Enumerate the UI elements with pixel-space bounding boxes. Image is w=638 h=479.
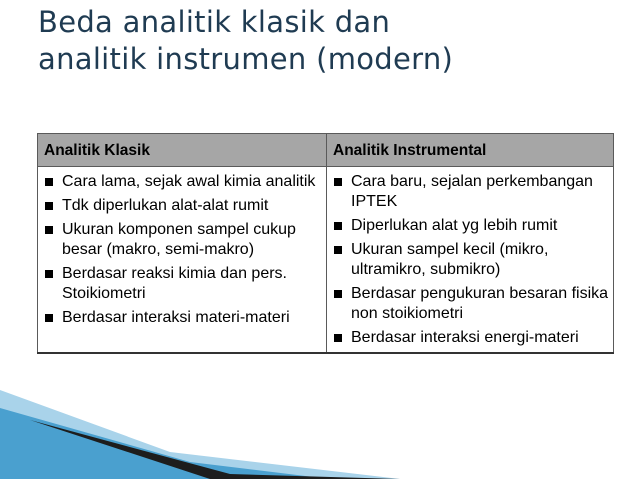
decorative-swoosh xyxy=(0,390,400,479)
square-bullet-icon xyxy=(334,334,342,342)
slide-title-line-2: analitik instrumen (modern) xyxy=(38,42,454,76)
square-bullet-icon xyxy=(45,226,53,234)
header-analitik-instrumental: Analitik Instrumental xyxy=(327,134,614,167)
header-analitik-klasik: Analitik Klasik xyxy=(38,134,327,167)
square-bullet-icon xyxy=(334,290,342,298)
square-bullet-icon xyxy=(334,246,342,254)
square-bullet-icon xyxy=(334,222,342,230)
square-bullet-icon xyxy=(45,314,53,322)
table-header-row xyxy=(38,134,614,167)
list-item-text: Berdasar interaksi energi-materi xyxy=(351,329,579,346)
table-body-row xyxy=(38,167,614,354)
list-item-text: Ukuran sampel kecil (mikro, ultramikro, submikro) xyxy=(351,241,549,278)
list-item-text: Tdk diperlukan alat-alat rumit xyxy=(62,197,269,214)
list-item xyxy=(44,172,322,192)
slide-title-line-1: Beda analitik klasik dan xyxy=(38,5,391,39)
list-item xyxy=(44,196,322,216)
list-item xyxy=(44,220,322,260)
slide-title xyxy=(38,4,618,78)
list-item-text: Berdasar pengukuran besaran fisika non stoikiometri xyxy=(351,285,609,322)
classic-column xyxy=(38,167,327,354)
list-item-text: Berdasar interaksi materi-materi xyxy=(62,309,290,326)
list-item-text: Cara baru, sejalan perkembangan IPTEK xyxy=(351,173,593,210)
square-bullet-icon xyxy=(334,178,342,186)
list-item xyxy=(333,328,609,348)
square-bullet-icon xyxy=(45,270,53,278)
list-item xyxy=(333,284,609,324)
list-item-text: Ukuran komponen sampel cukup besar (makro, semi-makro) xyxy=(62,221,296,258)
comparison-table xyxy=(37,133,614,354)
list-item-text: Diperlukan alat yg lebih rumit xyxy=(351,217,558,234)
list-item-text: Cara lama, sejak awal kimia analitik xyxy=(62,173,316,190)
classic-list xyxy=(44,172,322,328)
list-item xyxy=(333,172,609,212)
list-item xyxy=(333,216,609,236)
list-item xyxy=(44,308,322,328)
list-item xyxy=(44,264,322,304)
list-item-text: Berdasar reaksi kimia dan pers. Stoikiometri xyxy=(62,265,287,302)
instrumental-list xyxy=(333,172,609,348)
instrumental-column xyxy=(327,167,614,354)
list-item xyxy=(333,240,609,280)
square-bullet-icon xyxy=(45,202,53,210)
square-bullet-icon xyxy=(45,178,53,186)
